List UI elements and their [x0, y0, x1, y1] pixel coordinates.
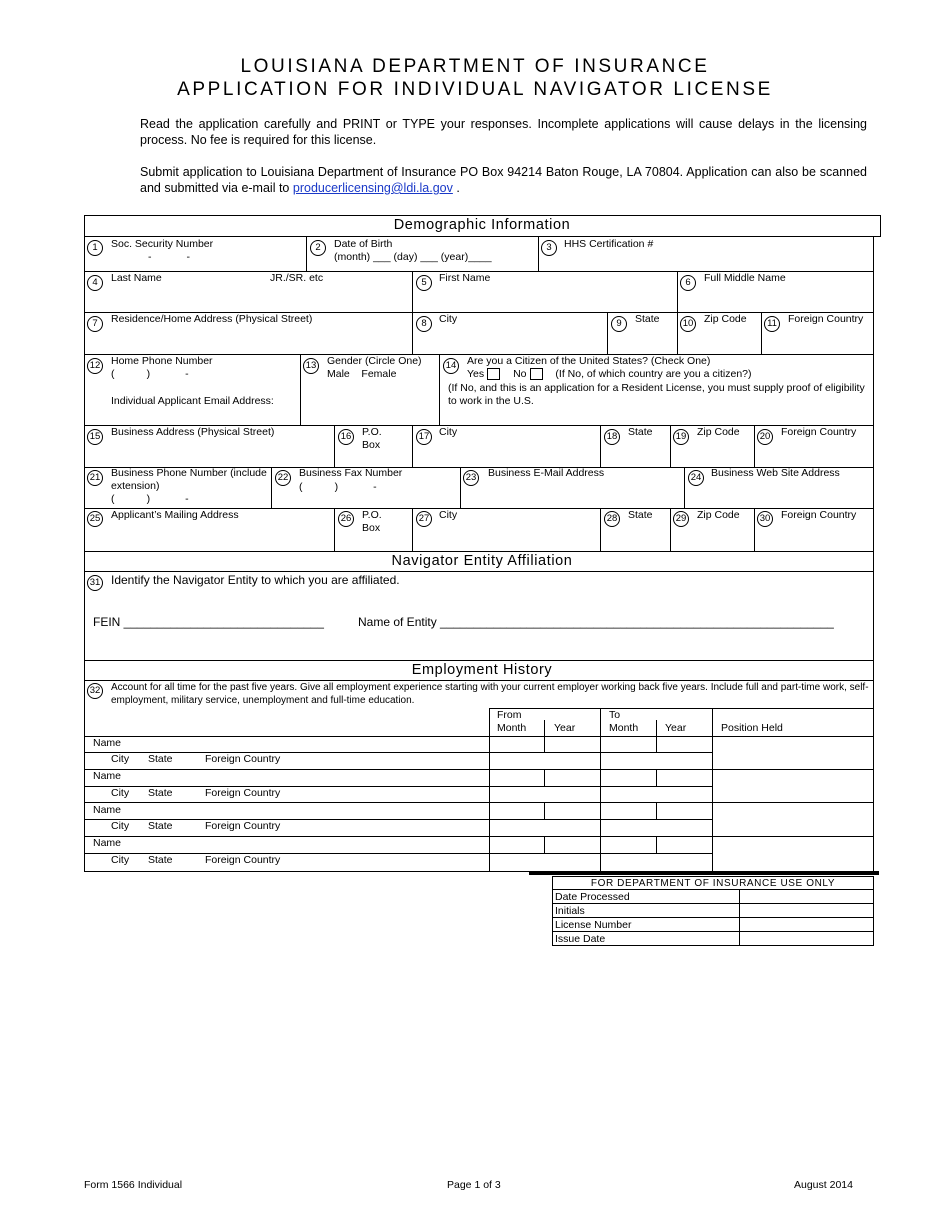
suffix-label: JR./SR. etc — [270, 272, 324, 284]
citizen-country-question: (If No, of which country are you a citizen?) — [555, 368, 752, 380]
field-number-10: 10 — [680, 316, 696, 332]
navigator-entity-label: Identify the Navigator Entity to which you are affiliated. — [111, 573, 400, 587]
last-name-label: Last Name — [111, 272, 162, 284]
field-number-1: 1 — [87, 240, 103, 256]
office-use-value — [740, 932, 874, 946]
business-address-label: Business Address (Physical Street) — [111, 426, 275, 438]
gender-options[interactable]: Male Female — [327, 368, 397, 380]
employment-row-3-state: State — [148, 820, 173, 832]
field-number-14: 14 — [443, 358, 459, 374]
employment-row-2-city: City — [111, 787, 130, 799]
office-use-row: Issue Date — [553, 932, 740, 946]
gender-label: Gender (Circle One) — [327, 355, 422, 367]
ssn-label: Soc. Security Number — [111, 238, 214, 250]
from-year-header: Year — [554, 722, 576, 734]
entity-name-field[interactable]: Name of Entity ___________________________________________________________ — [358, 615, 834, 629]
business-zip-label: Zip Code — [697, 426, 740, 438]
employment-row-1-state: State — [148, 753, 173, 765]
field-number-21: 21 — [87, 470, 103, 486]
field-number-11: 11 — [764, 316, 780, 332]
mailing-city-label: City — [439, 509, 458, 521]
business-state-label: State — [628, 426, 653, 438]
residence-city-label: City — [439, 313, 458, 325]
citizen-note: (If No, and this is an application for a Resident License, you must supply proof of eligibility to work in the U.S. — [448, 382, 865, 407]
field-number-8: 8 — [416, 316, 432, 332]
residence-state-label: State — [635, 313, 660, 325]
to-header: To — [609, 709, 621, 721]
field-number-29: 29 — [673, 511, 689, 527]
field-number-5: 5 — [416, 275, 432, 291]
citizen-question: Are you a Citizen of the United States? (Check One) — [467, 355, 711, 367]
title-line-1: LOUISIANA DEPARTMENT OF INSURANCE — [240, 56, 710, 77]
office-use-table — [552, 889, 874, 946]
business-city-label: City — [439, 426, 458, 438]
employment-row-2-state: State — [148, 787, 173, 799]
intro-paragraph-2 — [140, 164, 867, 196]
field-number-12: 12 — [87, 358, 103, 374]
office-use-value — [740, 890, 874, 904]
office-use-value — [740, 918, 874, 932]
field-number-7: 7 — [87, 316, 103, 332]
field-number-15: 15 — [87, 429, 103, 445]
section-demographic: Demographic Information — [393, 217, 571, 233]
employment-row-3-country: Foreign Country — [205, 820, 281, 832]
business-country-label: Foreign Country — [781, 426, 857, 438]
field-number-22: 22 — [275, 470, 291, 486]
dob-input[interactable]: (month) ___ (day) ___ (year)____ — [334, 251, 492, 263]
to-year-header: Year — [665, 722, 687, 734]
residence-country-label: Foreign Country — [788, 313, 864, 325]
mailing-zip-label: Zip Code — [697, 509, 740, 521]
field-number-26: 26 — [338, 511, 354, 527]
employment-row-4-state: State — [148, 854, 173, 866]
citizen-yes-label: Yes — [467, 368, 485, 380]
hhs-cert-label: HHS Certification # — [564, 238, 654, 250]
employment-row-2-name: Name — [93, 770, 122, 782]
home-phone-input[interactable]: ( ) - — [111, 368, 189, 380]
dob-label: Date of Birth — [334, 238, 393, 250]
field-number-18: 18 — [604, 429, 620, 445]
business-fax-input[interactable]: ( ) - — [299, 481, 377, 493]
business-phone-label: Business Phone Number (include extension) — [111, 467, 267, 492]
employment-row-1-name: Name — [93, 737, 122, 749]
business-fax-label: Business Fax Number — [299, 467, 403, 479]
employment-row-1-city: City — [111, 753, 130, 765]
business-website-label: Business Web Site Address — [711, 467, 840, 479]
business-pobox-label: P.O. Box — [362, 426, 382, 451]
field-number-2: 2 — [310, 240, 326, 256]
field-number-9: 9 — [611, 316, 627, 332]
field-number-24: 24 — [688, 470, 704, 486]
section-navigator: Navigator Entity Affiliation — [391, 553, 573, 569]
employment-row-1-country: Foreign Country — [205, 753, 281, 765]
section-employment: Employment History — [411, 662, 553, 678]
mailing-address-label: Applicant’s Mailing Address — [111, 509, 239, 521]
middle-name-label: Full Middle Name — [704, 272, 786, 284]
from-header: From — [497, 709, 522, 721]
field-number-17: 17 — [416, 429, 432, 445]
office-use-bar — [529, 871, 879, 875]
residence-address-label: Residence/Home Address (Physical Street) — [111, 313, 313, 325]
home-phone-label: Home Phone Number — [111, 355, 213, 367]
office-use-row: License Number — [553, 918, 740, 932]
office-use-value — [740, 904, 874, 918]
field-number-13: 13 — [303, 358, 319, 374]
mailing-pobox-label: P.O. Box — [362, 509, 382, 534]
employment-row-3-name: Name — [93, 804, 122, 816]
citizen-yes-checkbox[interactable] — [487, 368, 500, 380]
first-name-label: First Name — [439, 272, 491, 284]
field-number-6: 6 — [680, 275, 696, 291]
field-number-32: 32 — [87, 683, 103, 699]
title-line-2: APPLICATION FOR INDIVIDUAL NAVIGATOR LICENSE — [177, 79, 773, 100]
employment-instructions: Account for all time for the past five years. Give all employment experience starting with your current employer working back five years. Include full and part-time work, self-employment, military service, unemployment and full-time education. — [111, 682, 869, 706]
applicant-email-label: Individual Applicant Email Address: — [111, 395, 274, 407]
employment-row-4-name: Name — [93, 837, 122, 849]
to-month-header: Month — [609, 722, 639, 734]
field-number-28: 28 — [604, 511, 620, 527]
office-use-row: Initials — [553, 904, 740, 918]
employment-row-2-country: Foreign Country — [205, 787, 281, 799]
intro-paragraph-2-end: . — [456, 181, 460, 195]
field-number-16: 16 — [338, 429, 354, 445]
footer-page-number: Page 1 of 3 — [447, 1179, 501, 1191]
from-month-header: Month — [497, 722, 527, 734]
field-number-19: 19 — [673, 429, 689, 445]
citizen-no-checkbox[interactable] — [530, 368, 543, 380]
employment-row-4-country: Foreign Country — [205, 854, 281, 866]
mailing-country-label: Foreign Country — [781, 509, 857, 521]
field-number-30: 30 — [757, 511, 773, 527]
field-number-23: 23 — [463, 470, 479, 486]
field-number-25: 25 — [87, 511, 103, 527]
mailing-state-label: State — [628, 509, 653, 521]
office-use-heading: FOR DEPARTMENT OF INSURANCE USE ONLY — [552, 876, 874, 890]
business-phone-input[interactable]: ( ) - — [111, 493, 189, 505]
field-number-27: 27 — [416, 511, 432, 527]
ssn-input[interactable]: - - — [148, 251, 190, 263]
intro-paragraph-1: Read the application carefully and PRINT or TYPE your responses. Incomplete applications will cause delays in the licensing process. No fee is required for this license. — [140, 117, 867, 147]
office-use-row: Date Processed — [553, 890, 740, 904]
fein-field[interactable]: FEIN ______________________________ — [93, 615, 324, 629]
business-email-label: Business E-Mail Address — [488, 467, 605, 479]
citizen-no-label: No — [513, 368, 527, 380]
field-number-20: 20 — [757, 429, 773, 445]
footer-date: August 2014 — [794, 1179, 853, 1191]
field-number-4: 4 — [87, 275, 103, 291]
field-number-31: 31 — [87, 575, 103, 591]
employment-row-3-city: City — [111, 820, 130, 832]
footer-form-number: Form 1566 Individual — [84, 1179, 183, 1191]
residence-zip-label: Zip Code — [704, 313, 747, 325]
email-link[interactable]: producerlicensing@ldi.la.gov — [292, 181, 453, 195]
intro-paragraph-2-text: Submit application to Louisiana Department of Insurance PO Box 94214 Baton Rouge, LA 70804. Application can also be scanned and submitted via e-mail to — [140, 165, 867, 195]
position-held-header: Position Held — [721, 722, 783, 734]
citizen-options — [467, 368, 752, 381]
employment-row-4-city: City — [111, 854, 130, 866]
field-number-3: 3 — [541, 240, 557, 256]
